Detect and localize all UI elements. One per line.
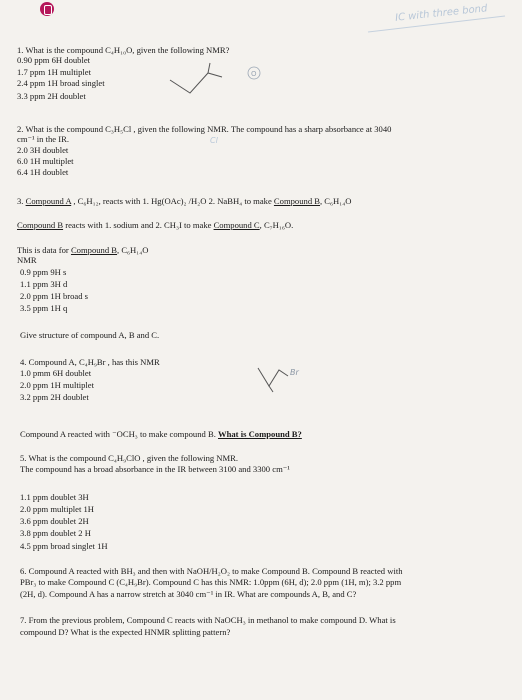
q3-c-formula: , C₇H₁₆O.: [259, 220, 294, 230]
q4-nmr-line: 1.0 pmm 6H doublet: [20, 368, 92, 378]
q2-nmr-line: 6.4 1H doublet: [17, 167, 69, 177]
handwritten-note: IC with three bond: [394, 3, 488, 24]
q4-structure-sketch: [255, 360, 325, 400]
q4-question: What is Compound B?: [218, 429, 302, 439]
q7-line: compound D? What is the expected HNMR splitting pattern?: [20, 627, 231, 637]
q3-question: Give structure of compound A, B and C.: [20, 330, 160, 340]
q4-sketch-label: Br: [290, 368, 299, 377]
compound-a-link: Compound A: [25, 196, 72, 206]
svg-text:O: O: [251, 70, 257, 78]
q5-nmr-line: 2.0 ppm multiplet 1H: [20, 504, 94, 514]
q6-line: PBr₃ to make Compound C (C₄H₉Br). Compound C has this NMR: 1.0ppm (6H, d); 2.0 ppm (1H, m); 3.2 ppm: [20, 577, 402, 587]
q2-nmr-line: 6.0 1H multiplet: [17, 156, 74, 166]
q4-title: 4. Compound A, C₄H₉Br , has this NMR: [20, 357, 160, 367]
q3-line2: [17, 220, 293, 230]
q3-nmr-line: 3.5 ppm 1H q: [20, 303, 68, 313]
q1-nmr-line: 1.7 ppm 1H multiplet: [17, 67, 91, 77]
q3-reaction-text: , C₆H₁₂, reacts with 1. Hg(OAc)₂ /H₂O 2. NaBH₄ to make: [71, 196, 274, 206]
q2-nmr-line: 2.0 3H doublet: [17, 145, 69, 155]
q7-line: 7. From the previous problem, Compound C reacts with NaOCH₃ in methanol to make compound D. What is: [20, 615, 396, 625]
q6-line: 6. Compound A reacted with BH₃ and then with NaOH/H₂O₂ to make Compound B. Compound B reacted with: [20, 566, 403, 576]
q1-structure-sketch: [160, 55, 270, 100]
compound-b-link: Compound B: [273, 196, 320, 206]
q1-title: 1. What is the compound C₄H₁₀O, given the following NMR?: [17, 45, 230, 55]
q3-nmr-line: 0.9 ppm 9H s: [20, 267, 67, 277]
q3-data-heading: [17, 245, 148, 255]
q2-title: 2. What is the compound C₃H₅Cl , given the following NMR. The compound has a sharp absorbance at 3040: [17, 124, 392, 134]
q5-nmr-line: 4.5 ppm broad singlet 1H: [20, 541, 108, 551]
q3-nmr-line: 2.0 ppm 1H broad s: [20, 291, 89, 301]
q3-nmr-line: 1.1 ppm 3H d: [20, 279, 68, 289]
q3-number: 3.: [17, 196, 26, 206]
q2-title-cont: cm⁻¹ in the IR.: [17, 134, 69, 144]
q4-reaction: [20, 429, 302, 439]
compound-b-link: Compound B: [70, 245, 118, 255]
q3-data-formula: , C₆H₁₄O: [117, 245, 149, 255]
q4-nmr-line: 3.2 ppm 2H doublet: [20, 392, 89, 402]
q3-line1: [17, 196, 351, 206]
q5-nmr-line: 3.8 ppm doublet 2 H: [20, 528, 91, 538]
q3-reaction2-text: reacts with 1. sodium and 2. CH₃I to make: [63, 220, 214, 230]
q1-nmr-line: 0.90 ppm 6H doublet: [17, 55, 91, 65]
q4-nmr-line: 2.0 ppm 1H multiplet: [20, 380, 94, 390]
q5-nmr-line: 1.1 ppm doublet 3H: [20, 492, 89, 502]
q5-title: 5. What is the compound C₄H₉ClO , given the following NMR.: [20, 453, 239, 463]
q1-nmr-line: 3.3 ppm 2H doublet: [17, 91, 86, 101]
q5-title-cont: The compound has a broad absorbance in the IR between 3100 and 3300 cm⁻¹: [20, 464, 290, 474]
compound-b-link: Compound B: [17, 220, 64, 230]
q3-b-formula: , C₆H₁₄O: [320, 196, 352, 206]
q4-reaction-text: Compound A reacted with ⁻OCH₃ to make compound B.: [20, 429, 219, 439]
compound-c-link: Compound C: [213, 220, 260, 230]
q3-nmr-label: NMR: [17, 255, 37, 265]
q6-line: (2H, d). Compound A has a narrow stretch at 3040 cm⁻¹ in IR. What are compounds A, B, and C?: [20, 589, 357, 599]
q5-nmr-line: 3.6 ppm doublet 2H: [20, 516, 89, 526]
q2-sketch-label: Cl: [210, 136, 218, 145]
q3-data-prefix: This is data for: [17, 245, 71, 255]
q1-nmr-line: 2.4 ppm 1H broad singlet: [17, 78, 105, 88]
